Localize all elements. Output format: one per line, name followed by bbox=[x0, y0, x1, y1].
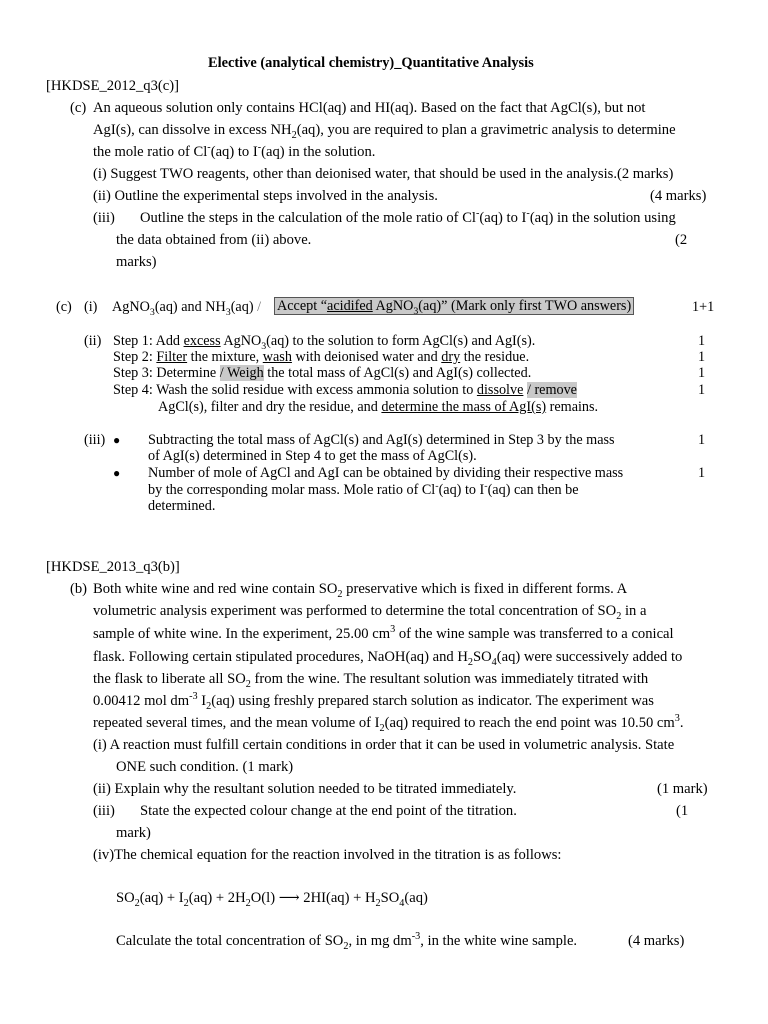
answer-label-iii: (iii) bbox=[84, 432, 106, 448]
question2-calculation-marks: (4 marks) bbox=[628, 933, 685, 949]
answer-step-4: Step 4: Wash the solid residue with excess ammonia solution to dissolve / remove bbox=[113, 382, 577, 398]
question2-para-line-3: sample of white wine. In the experiment, 25.00 $cm^3$ of the wine sample was transferred to a conical bbox=[93, 624, 674, 642]
question2-para-line-1: Both white wine and red wine contain $SO_2$ preservative which is fixed in different forms. A bbox=[93, 581, 628, 600]
question2-part-i-line-2: ONE such condition. (1 mark) bbox=[116, 759, 294, 775]
answer-label-ii: (ii) bbox=[84, 333, 102, 349]
question2-part-iii-marks-open: (1 bbox=[676, 803, 689, 819]
answer-step-4-mark: 1 bbox=[698, 382, 706, 398]
question2-para-line-5: the flask to liberate all $SO_2$ from the wine. The resultant solution was immediately titrated with bbox=[93, 671, 649, 690]
answer-iii-bullet-1-line-2: of AgI(s) determined in Step 4 to get the mass of AgCl(s). bbox=[148, 448, 477, 464]
question-ref-2013: [HKDSE_2013_q3(b)] bbox=[46, 559, 180, 575]
bullet-icon: ● bbox=[113, 433, 121, 447]
question-intro-line-2: AgI(s), can dissolve in excess $NH_2(aq)$, you are required to plan a gravimetric analysis to determine bbox=[93, 122, 676, 141]
question-intro-line-1: An aqueous solution only contains HCl(aq) and HI(aq). Based on the fact that AgCl(s), but not bbox=[93, 100, 646, 116]
answer-i-marks: 1+1 bbox=[692, 299, 715, 315]
question-part-i: (i) Suggest TWO reagents, other than deionised water, that should be used in the analysis.(2 marks) bbox=[93, 166, 674, 182]
question2-para-line-6: 0.00412 mol $dm^{-3}$ $I_2(aq)$ using freshly prepared starch solution as indicator. The experiment was bbox=[93, 691, 654, 712]
answer-step-1: Step 1: Add excess AgNO$_3$(aq) to the solution to form AgCl(s) and AgI(s). bbox=[113, 333, 536, 352]
question-intro-line-3: the mole ratio of Cl-(aq) to I-(aq) in the solution. bbox=[93, 142, 376, 160]
question2-para-line-4: flask. Following certain stipulated procedures, NaOH(aq) and $H_2SO_4(aq)$ were successively added to bbox=[93, 649, 683, 668]
answer-label-i: (i) bbox=[84, 299, 98, 315]
question-part-iii-label: (iii) bbox=[93, 210, 115, 226]
question-part-iii-line-2: the data obtained from (ii) above. bbox=[116, 232, 312, 248]
chemical-equation: $SO_2(aq) + I_2(aq) + 2H_2O(l)$ ⟶ $2HI(aq) + H_2SO_4(aq)$ bbox=[116, 890, 428, 909]
answer-step-2: Step 2: Filter the mixture, wash with deionised water and dry the residue. bbox=[113, 349, 530, 365]
answer-step-3-mark: 1 bbox=[698, 365, 706, 381]
answer-step-1-mark: 1 bbox=[698, 333, 706, 349]
answer-iii-bullet-2-line-2: by the corresponding molar mass. Mole ratio of Cl-(aq) to I-(aq) can then be bbox=[148, 480, 579, 498]
question2-part-iv: (iv)The chemical equation for the reaction involved in the titration is as follows: bbox=[93, 847, 562, 863]
document-title: Elective (analytical chemistry)_Quantitative Analysis bbox=[208, 55, 534, 71]
question2-part-ii-marks: (1 mark) bbox=[657, 781, 708, 797]
bullet-icon: ● bbox=[113, 466, 121, 480]
question2-part-iii: State the expected colour change at the end point of the titration. bbox=[140, 803, 517, 819]
question-part-ii: (ii) Outline the experimental steps involved in the analysis. bbox=[93, 188, 438, 204]
question-part-iii-marks-open: (2 bbox=[675, 232, 688, 248]
question-label-b: (b) bbox=[70, 581, 88, 597]
question-ref-2012: [HKDSE_2012_q3(c)] bbox=[46, 78, 179, 94]
question2-part-iii-marks-close: mark) bbox=[116, 825, 151, 841]
question2-para-line-2: volumetric analysis experiment was performed to determine the total concentration of $SO_2$ in a bbox=[93, 603, 647, 622]
question-part-iii-marks-close: marks) bbox=[116, 254, 157, 270]
answer-iii-bullet-2-mark: 1 bbox=[698, 465, 706, 481]
question-part-iii-line-1: Outline the steps in the calculation of the mole ratio of Cl-(aq) to I-(aq) in the solution using bbox=[140, 208, 676, 226]
answer-step-3: Step 3: Determine / Weigh the total mass of AgCl(s) and AgI(s) collected. bbox=[113, 365, 532, 381]
question2-calculation: Calculate the total concentration of $SO_2$, in mg $dm^{-3}$, in the white wine sample. bbox=[116, 931, 578, 952]
answer-i-reagents: AgNO$_3$(aq) and $NH_3(aq)$ / bbox=[112, 299, 262, 318]
answer-label-c: (c) bbox=[56, 299, 72, 315]
answer-iii-bullet-1-mark: 1 bbox=[698, 432, 706, 448]
question2-para-line-7: repeated several times, and the mean volume of $I_2(aq)$ required to reach the end point was 10.50 $cm^3$. bbox=[93, 713, 684, 734]
question2-part-iii-label: (iii) bbox=[93, 803, 115, 819]
answer-step-2-mark: 1 bbox=[698, 349, 706, 365]
answer-step-4-cont: AgCl(s), filter and dry the residue, and determine the mass of AgI(s) remains. bbox=[158, 399, 599, 415]
question2-part-ii: (ii) Explain why the resultant solution needed to be titrated immediately. bbox=[93, 781, 517, 797]
question-label-c: (c) bbox=[70, 100, 87, 116]
answer-i-accept-note: Accept “acidifed AgNO$_3$(aq)” (Mark only first TWO answers) bbox=[274, 297, 634, 315]
answer-iii-bullet-1-line-1: Subtracting the total mass of AgCl(s) and AgI(s) determined in Step 3 by the mass bbox=[148, 432, 615, 448]
answer-iii-bullet-2-line-1: Number of mole of AgCl and AgI can be obtained by dividing their respective mass bbox=[148, 465, 624, 481]
question-part-ii-marks: (4 marks) bbox=[650, 188, 707, 204]
answer-iii-bullet-2-line-3: determined. bbox=[148, 498, 216, 514]
question2-part-i-line-1: (i) A reaction must fulfill certain conditions in order that it can be used in volumetric analysis. State bbox=[93, 737, 675, 753]
